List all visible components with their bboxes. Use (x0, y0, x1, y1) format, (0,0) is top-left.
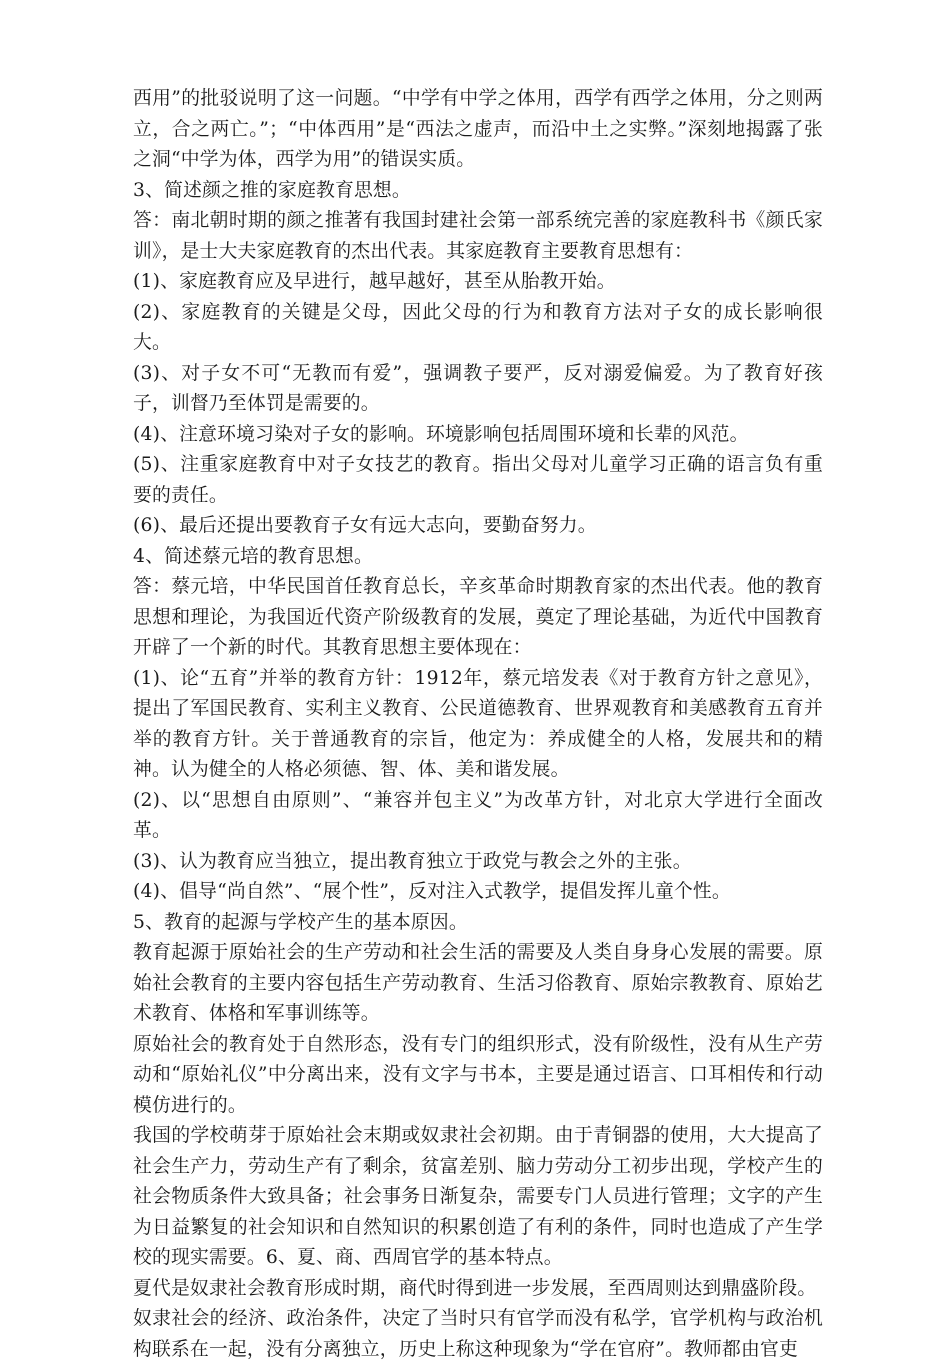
list-item-3-2: (2)、家庭教育的关键是父母，因此父母的行为和教育方法对子女的成长影响很大。 (133, 301, 823, 353)
heading-question-3: 3、简述颜之推的家庭教育思想。 (133, 179, 411, 201)
heading-question-5: 5、教育的起源与学校产生的基本原因。 (133, 911, 468, 933)
list-item-3-6: (6)、最后还提出要教育子女有远大志向，要勤奋努力。 (133, 515, 597, 536)
list-item-3-3: (3)、对子女不可“无教而有爱”，强调教子要严，反对溺爱偏爱。为了教育好孩子，训督乃至体罚是需要的。 (133, 362, 823, 414)
list-item-3-5: (5)、注重家庭教育中对子女技艺的教育。指出父母对儿童学习正确的语言负有重要的责任。 (133, 454, 823, 506)
list-item-4-3: (3)、认为教育应当独立，提出教育独立于政党与教会之外的主张。 (133, 850, 692, 872)
list-item-4-4: (4)、倡导“尚自然”、“展个性”，反对注入式教学，提倡发挥儿童个性。 (133, 881, 731, 902)
answer-intro-4: 答：蔡元培，中华民国首任教育总长，辛亥革命时期教育家的杰出代表。他的教育思想和理论，为我国近代资产阶级教育的发展，奠定了理论基础，为近代中国教育开辟了一个新的时代。其教育思想主要体现在： (133, 576, 823, 658)
list-item-3-1: (1)、家庭教育应及早进行，越早越好，甚至从胎教开始。 (133, 271, 616, 292)
list-item-4-2: (2)、以“思想自由原则”、“兼容并包主义”为改革方针，对北京大学进行全面改革。 (133, 789, 823, 841)
paragraph-5-1: 教育起源于原始社会的生产劳动和社会生活的需要及人类自身身心发展的需要。原始社会教育的主要内容包括生产劳动教育、生活习俗教育、原始宗教教育、原始艺术教育、体格和军事训练等。 (133, 942, 823, 1024)
paragraph-5-3: 我国的学校萌芽于原始社会末期或奴隶社会初期。由于青铜器的使用，大大提高了社会生产力，劳动生产有了剩余，贫富差别、脑力劳动分工初步出现，学校产生的社会物质条件大致具备；社会事务日渐复杂，需要专门人员进行管理；文字的产生为日益繁复的社会知识和自然知识的积累创造了有利的条件，同时也造成了产生学校的现实需要。6、夏、商、西周官学的基本特点。 (133, 1125, 823, 1268)
paragraph-6-1: 夏代是奴隶社会教育形成时期，商代时得到进一步发展，至西周则达到鼎盛阶段。 (133, 1277, 817, 1299)
heading-question-4: 4、简述蔡元培的教育思想。 (133, 545, 373, 567)
paragraph-continuation: 西用”的批驳说明了这一问题。“中学有中学之体用，西学有西学之体用，分之则两立，合之两亡。”；“中体西用”是“西法之虚声，而沿中土之实弊。”深刻地揭露了张之洞“中学为体，西学为用”的错误实质。 (133, 88, 823, 170)
paragraph-5-2: 原始社会的教育处于自然形态，没有专门的组织形式，没有阶级性，没有从生产劳动和“原始礼仪”中分离出来，没有文字与书本，主要是通过语言、口耳相传和行动模仿进行的。 (133, 1033, 823, 1116)
document-page (133, 84, 823, 1365)
paragraph-6-2: 奴隶社会的经济、政治条件，决定了当时只有官学而没有私学，官学机构与政治机构联系在一起，没有分离独立，历史上称这种现象为“学在官府”。教师都由官吏 (133, 1308, 823, 1360)
list-item-3-4: (4)、注意环境习染对子女的影响。环境影响包括周围环境和长辈的风范。 (133, 423, 749, 445)
answer-intro-3: 答：南北朝时期的颜之推著有我国封建社会第一部系统完善的家庭教科书《颜氏家训》，是士大夫家庭教育的杰出代表。其家庭教育主要教育思想有： (133, 210, 823, 262)
list-item-4-1: (1)、论“五育”并举的教育方针：1912年，蔡元培发表《对于教育方针之意见》，提出了军国民教育、实利主义教育、公民道德教育、世界观教育和美感教育五育并举的教育方针。关于普通教育的宗旨，他定为：养成健全的人格，发展共和的精神。认为健全的人格必须德、智、体、美和谐发展。 (133, 667, 823, 780)
